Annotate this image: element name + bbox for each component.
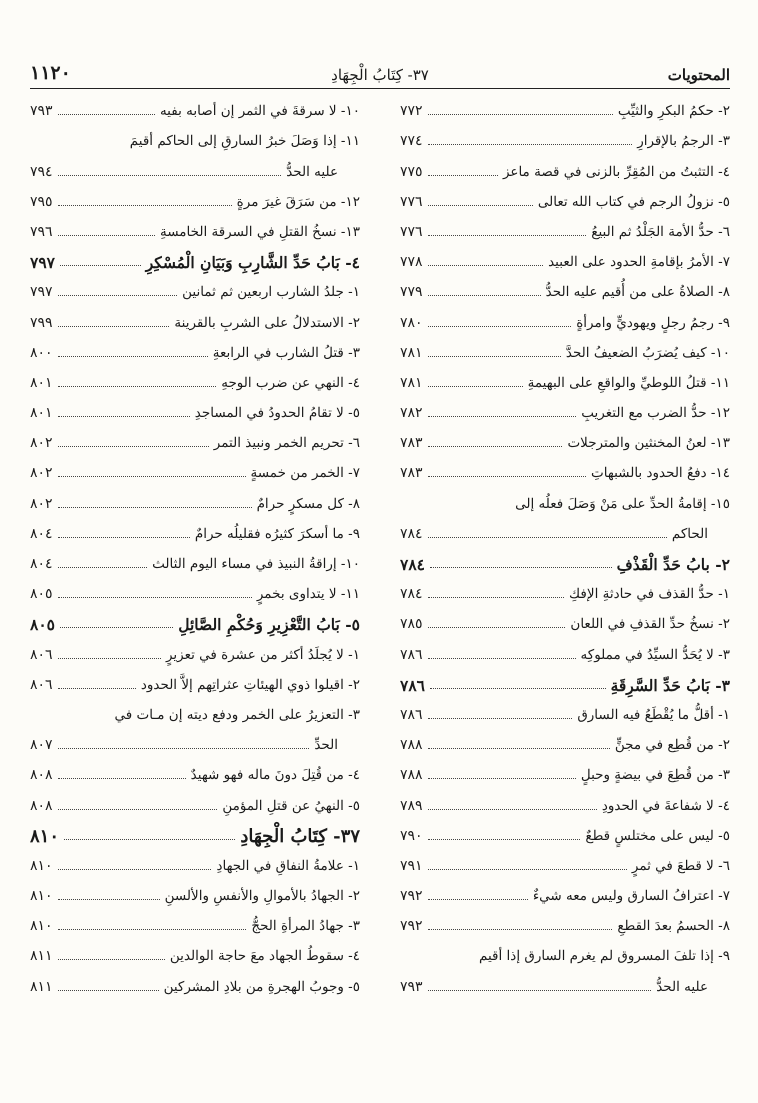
- dot-leader: [58, 929, 247, 930]
- dot-leader: [428, 597, 564, 598]
- toc-entry-title: ٦- حدُّ الأمة الجَلْدُ ثم البيعُ: [591, 223, 730, 240]
- toc-entry-page: ٨٠٠: [30, 344, 53, 361]
- toc-entry-title: ٩- رجمُ رجلٍ ويهوديٍّ وامرأةٍ: [576, 314, 730, 331]
- toc-entry: [30, 211, 360, 241]
- dot-leader: [58, 597, 252, 598]
- toc-entry: [400, 271, 730, 301]
- toc-book-heading: [30, 815, 360, 845]
- running-section-title: المحتويات: [667, 66, 730, 84]
- dot-leader: [58, 326, 170, 327]
- dot-leader: [428, 446, 563, 447]
- toc-entry-page: ٧٧٦: [400, 223, 423, 240]
- dot-leader: [58, 114, 155, 115]
- toc-entry-title: ٤- من قُتِلَ دونَ ماله فهو شهيدٌ: [190, 767, 360, 784]
- toc-entry: [30, 754, 360, 784]
- toc-entry: [30, 181, 360, 211]
- toc-entry-title: ٥- النهيُ عن قتلِ المؤمنِ: [222, 797, 360, 814]
- toc-entry: [30, 935, 360, 965]
- toc-entry: [30, 513, 360, 543]
- toc-entry-page: ٧٩٦: [30, 223, 53, 240]
- toc-entry-title: ١- لا يُجلَدُ أكثر من عشرة في تعزيرٍ: [165, 646, 360, 663]
- toc-entry: [400, 120, 730, 150]
- toc-entry: [30, 332, 360, 362]
- toc-entry-title: ١٤- دفعُ الحدود بالشبهاتِ: [591, 465, 730, 482]
- toc-entry: [30, 362, 360, 392]
- dot-leader: [428, 929, 613, 930]
- toc-entry-title: ٣- من قُطِعَ في بيضةٍ وحبلٍ: [580, 767, 730, 784]
- toc-entry: [30, 845, 360, 875]
- toc-entry: [400, 422, 730, 452]
- toc-entry-title: ٨- كل مسكرٍ حرامٌ: [256, 495, 360, 512]
- dot-leader: [58, 990, 159, 991]
- toc-entry-title: ٢- حكمُ البكرِ والثيِّبِ: [617, 103, 730, 120]
- toc-entry-title: ٩- ما أسكرَ كثيرُه فقليلُه حرامٌ: [194, 525, 360, 542]
- toc-entry-title: ١- علامةُ النفاقِ في الجهادِ: [216, 857, 360, 874]
- dot-leader: [58, 959, 165, 960]
- toc-entry-page: ٧٨٤: [400, 555, 425, 574]
- page-header: [30, 52, 730, 89]
- toc-entry-title: ٥- ليس على مختلسٍ قطعٌ: [585, 827, 730, 844]
- toc-entry-page: ٧٧٩: [400, 284, 423, 301]
- toc-entry-title: ٦- لا قطعَ في ثمرٍ: [631, 857, 730, 874]
- toc-entry-title: ٢- من قُطِع في مجنٍّ: [614, 737, 730, 754]
- toc-chapter-heading: [400, 543, 730, 573]
- toc-entry-page: ٧٨٨: [400, 767, 423, 784]
- toc-entry-title: ٣- بَابُ حَدِّ السَّرِقَةِ: [610, 675, 730, 695]
- toc-entry-title: ١٢- من سَرَقَ غيرَ مرةٍ: [236, 193, 360, 210]
- toc-entry: [400, 181, 730, 211]
- toc-entry: [400, 90, 730, 120]
- toc-entry: [400, 482, 730, 512]
- dot-leader: [428, 205, 533, 206]
- toc-entry-title: ١- جلدُ الشارب اربعين ثم ثمانين: [182, 284, 360, 301]
- toc-entry-page: ٨٠٧: [30, 737, 53, 754]
- toc-entry: [400, 845, 730, 875]
- toc-entry-title: ٣- الرجمُ بالإقرارِ: [637, 133, 730, 150]
- dot-leader: [428, 809, 597, 810]
- toc-entry-page: ٧٩٢: [400, 888, 423, 905]
- toc-entry-title: ٣٧- كِتَابُ الْجِهَادِ: [240, 825, 360, 847]
- toc-entry-title: ٤- النهي عن ضرب الوجهِ: [221, 374, 360, 391]
- toc-entry-title: ١٠- لا سرقةَ في الثمر إن أصابه بفيه: [159, 103, 360, 120]
- toc-entry: [400, 633, 730, 663]
- dot-leader: [428, 356, 561, 357]
- toc-entry-page: ٨٠٥: [30, 586, 53, 603]
- toc-entry-page: ٨٠٨: [30, 797, 53, 814]
- dot-leader: [58, 295, 178, 296]
- toc-entry: [30, 422, 360, 452]
- toc-entry-title: ٤- بَابُ حَدِّ الشَّارِبِ وَبَيَانِ الْمُسْكِرِ: [145, 253, 360, 273]
- toc-entry: [400, 815, 730, 845]
- dot-leader: [428, 658, 576, 659]
- toc-entry: [30, 90, 360, 120]
- toc-chapter-heading: [400, 664, 730, 694]
- dot-leader: [58, 205, 232, 206]
- toc-entry: [400, 905, 730, 935]
- toc-entry-title: ٦- تحريم الخمر ونبيذ التمر: [213, 435, 360, 452]
- toc-entry: [400, 935, 730, 965]
- dot-leader: [428, 748, 610, 749]
- toc-entry: [30, 905, 360, 935]
- dot-leader: [428, 537, 667, 538]
- toc-entry-title: ٨- الحسمُ بعدَ القطعِ: [617, 918, 730, 935]
- toc-entry-page: ٨٠١: [30, 374, 53, 391]
- toc-chapter-heading: [30, 241, 360, 271]
- dot-leader: [58, 778, 186, 779]
- dot-leader: [58, 688, 136, 689]
- dot-leader: [58, 899, 160, 900]
- toc-entry-title: ٥- وجوبُ الهجرةِ من بلادِ المشركين: [163, 978, 360, 995]
- toc-entry-page: ٨١١: [30, 948, 53, 965]
- dot-leader: [428, 175, 498, 176]
- toc-entry: [400, 603, 730, 633]
- dot-leader: [58, 567, 148, 568]
- dot-leader: [428, 144, 633, 145]
- toc-entry-page: ٨٠٢: [30, 465, 53, 482]
- toc-entry-title: ٥- نزولُ الرجم في كتاب الله تعالى: [537, 193, 730, 210]
- toc-entry-page: ٧٩٧: [30, 253, 55, 273]
- toc-entry-page: ٨٠٦: [30, 646, 53, 663]
- toc-entry-title: ١٠- كيف يُضرَبُ الضعيفُ الحدَّ: [565, 344, 730, 361]
- toc-entry-page: ٧٨٩: [400, 797, 423, 814]
- dot-leader: [428, 416, 577, 417]
- dot-leader: [428, 899, 528, 900]
- dot-leader: [58, 175, 282, 176]
- dot-leader: [58, 507, 252, 508]
- toc-entry: [30, 875, 360, 905]
- page-number: ١١٢٠: [30, 62, 71, 84]
- toc-entry-page: ٧٩٥: [30, 193, 53, 210]
- toc-entry: [400, 513, 730, 543]
- dot-leader: [58, 386, 217, 387]
- dot-leader: [64, 839, 235, 840]
- toc-entry-page: ٨١٠: [30, 825, 60, 847]
- dot-leader: [428, 627, 566, 628]
- toc-entry: [30, 482, 360, 512]
- toc-entry-page: ٧٩٣: [30, 103, 53, 120]
- toc-entry-page: ٧٨٥: [400, 616, 423, 633]
- toc-entry: [30, 150, 360, 180]
- toc-entry: [400, 241, 730, 271]
- toc-entry-page: ٨٠٥: [30, 615, 55, 635]
- toc-entry-page: ٨٠٢: [30, 435, 53, 452]
- toc-entry-page: ٧٩٤: [30, 163, 53, 180]
- toc-entry-page: ٧٩٧: [30, 284, 53, 301]
- toc-entry-page: ٧٨٤: [400, 586, 423, 603]
- dot-leader: [428, 990, 652, 991]
- toc-entry: [400, 211, 730, 241]
- toc-entry-page: ٧٨٢: [400, 405, 423, 422]
- toc-entry-title: ٨- الصلاةُ على من أُقيم عليه الحدُّ: [545, 284, 730, 301]
- toc-entry-title: ٧- الخمر من خمسةٍ: [250, 465, 360, 482]
- dot-leader: [428, 235, 587, 236]
- toc-entry-page: ٨٠٨: [30, 767, 53, 784]
- dot-leader: [60, 627, 173, 628]
- toc-entry-title: ١- حدُّ القذف في حادثةِ الإفكِ: [569, 586, 730, 603]
- toc-entry-page: ٧٧٢: [400, 103, 423, 120]
- dot-leader: [428, 476, 586, 477]
- toc-entry: [30, 301, 360, 331]
- dot-leader: [428, 326, 572, 327]
- toc-entry-title: ٧- الأمرُ بإقامةِ الحدود على العبيد: [548, 254, 730, 271]
- toc-entry-page: ٧٩٩: [30, 314, 53, 331]
- toc-entry-page: ٧٧٤: [400, 133, 423, 150]
- dot-leader: [428, 718, 573, 719]
- dot-leader: [58, 416, 190, 417]
- toc-entry-title: ٢- بابُ حَدِّ الْقَذْفِ: [616, 555, 730, 574]
- toc-entry: [30, 543, 360, 573]
- toc-entry: [400, 875, 730, 905]
- toc-entry-title: ٥- بَابُ التَّعْزِيرِ وَحُكْمِ الصَّائِلِ: [178, 615, 360, 635]
- toc-entry-title: ٧- اعترافُ السارق وليس معه شيءٌ: [532, 888, 730, 905]
- dot-leader: [428, 778, 576, 779]
- toc-entry: [400, 784, 730, 814]
- dot-leader: [430, 688, 606, 689]
- dot-leader: [58, 235, 155, 236]
- toc-entry-page: ٨٠٤: [30, 556, 53, 572]
- toc-entry-page: ٨١١: [30, 978, 53, 995]
- toc-entry-page: ٧٧٥: [400, 163, 423, 180]
- toc-entry: [30, 724, 360, 754]
- dot-leader: [58, 356, 208, 357]
- toc-entry-page: ٧٨٦: [400, 706, 423, 723]
- toc-entry-title: ٢- نسخُ حدِّ القذفِ في اللعان: [570, 616, 730, 633]
- toc-entry-title: ٣- قتلُ الشارب في الرابعةِ: [212, 344, 360, 361]
- toc-entry: [400, 694, 730, 724]
- toc-entry-page: ٧٨٣: [400, 465, 423, 482]
- toc-entry: [400, 392, 730, 422]
- toc-entry: [400, 332, 730, 362]
- toc-entry: [400, 452, 730, 482]
- toc-entry: [30, 573, 360, 603]
- toc-entry: [400, 362, 730, 392]
- toc-entry: [400, 150, 730, 180]
- toc-entry: [400, 573, 730, 603]
- toc-entry-title: ٣- لا يُحَدُّ السيِّدُ في مملوكِه: [580, 646, 730, 663]
- toc-entry-title: ١- أقلُّ ما يُقْطَعُ فيه السارق: [577, 706, 730, 723]
- toc-entry-title: ٢- اقيلوا ذوي الهيئاتِ عثراتِهم إلاَّ الحدود: [140, 676, 360, 693]
- toc-entry: [30, 633, 360, 663]
- toc-entry: [30, 784, 360, 814]
- dot-leader: [428, 265, 544, 266]
- toc-entry-page: ٧٨٦: [400, 675, 425, 695]
- toc-entry-title: عليه الحدُّ: [286, 163, 338, 180]
- toc-entry: [30, 965, 360, 995]
- dot-leader: [430, 567, 612, 568]
- dot-leader: [428, 869, 627, 870]
- toc-entry-title: ١٣- نسخُ القتلِ في السرقة الخامسةِ: [160, 223, 360, 240]
- toc-entry-title: عليه الحدُّ: [656, 978, 708, 995]
- toc-entry-page: ٧٨٤: [400, 525, 423, 542]
- toc-entry-page: ٧٩٢: [400, 918, 423, 935]
- dot-leader: [58, 869, 212, 870]
- toc-entry-page: ٧٩٣: [400, 978, 423, 995]
- dot-leader: [428, 386, 523, 387]
- toc-entry-title: ٩- إذا تلفَ المسروق لم يغرم السارق إذا أقيم: [479, 948, 730, 965]
- toc-entry-page: ٨٠٦: [30, 676, 53, 693]
- toc-entry-title: ٤- سقوطُ الجهاد معَ حاجة الوالدين: [169, 948, 360, 965]
- toc-entry-page: ٨١٠: [30, 857, 53, 874]
- toc-entry-title: ١٢- حدُّ الضرب مع التغريبِ: [581, 405, 730, 422]
- toc-entry-page: ٨١٠: [30, 888, 53, 905]
- toc-chapter-heading: [30, 603, 360, 633]
- toc-entry-title: ١٣- لعنُ المخنثين والمترجلات: [567, 435, 730, 452]
- toc-entry-page: ٧٨٨: [400, 737, 423, 754]
- toc-entry: [30, 120, 360, 150]
- toc-entry: [400, 965, 730, 995]
- toc-entry-page: ٧٨١: [400, 374, 423, 391]
- toc-entry: [30, 664, 360, 694]
- dot-leader: [58, 658, 161, 659]
- toc-entry-page: ٨٠٢: [30, 495, 53, 512]
- toc-entry-title: ٢- الجهادُ بالأموالِ والأنفسِ والألسنِ: [164, 888, 360, 905]
- toc-entry-page: ٧٩١: [400, 857, 423, 874]
- toc-entry-page: ٧٧٦: [400, 193, 423, 210]
- toc-entry-title: ١١- لا يتداوى بخمرٍ: [256, 586, 360, 603]
- toc-entry-title: ١١- قتلُ اللوطيِّ والواقعِ على البهيمةِ: [527, 374, 730, 391]
- dot-leader: [58, 809, 218, 810]
- toc-entry: [400, 301, 730, 331]
- toc-entry: [30, 392, 360, 422]
- toc-entry-page: ٧٧٨: [400, 254, 423, 271]
- dot-leader: [428, 839, 581, 840]
- toc-entry: [400, 754, 730, 784]
- toc-entry: [400, 724, 730, 754]
- toc-entry-title: ٤- لا شفاعةَ في الحدودِ: [601, 797, 730, 814]
- dot-leader: [60, 265, 141, 266]
- dot-leader: [58, 446, 209, 447]
- dot-leader: [428, 114, 613, 115]
- dot-leader: [58, 748, 310, 749]
- toc-entry-page: ٧٨٠: [400, 314, 423, 331]
- toc-entry-title: ٥- لا تقامُ الحدودُ في المساجدِ: [194, 405, 360, 422]
- toc-entry-title: ١٠- إراقةُ النبيذ في مساء اليوم الثالث: [152, 556, 360, 572]
- toc-entry-page: ٧٨١: [400, 344, 423, 361]
- toc-entry-page: ٨٠١: [30, 405, 53, 422]
- toc-entry-page: ٧٩٠: [400, 827, 423, 844]
- toc-entry-title: ٣- جهادُ المرأةِ الحجُّ: [251, 918, 360, 935]
- toc-entry-page: ٧٨٣: [400, 435, 423, 452]
- toc-entry: [30, 694, 360, 724]
- toc-entry-page: ٧٨٦: [400, 646, 423, 663]
- toc-entry-title: الحدِّ: [314, 737, 338, 754]
- toc-left-column: [30, 90, 360, 1083]
- toc-entry-title: ٣- التعزيرُ على الخمر ودفع ديته إن مـات في: [114, 706, 360, 723]
- toc-entry-title: ١١- إذا وَصَلَ خبرُ السارقِ إلى الحاكم أقيمَ: [129, 133, 360, 150]
- toc-entry: [30, 271, 360, 301]
- dot-leader: [428, 295, 541, 296]
- toc-entry-title: الحاكم: [671, 525, 708, 542]
- dot-leader: [58, 537, 190, 538]
- toc-entry-page: ٨١٠: [30, 918, 53, 935]
- toc-columns: [30, 90, 730, 1083]
- dot-leader: [58, 476, 246, 477]
- running-chapter-title: ٣٧- كِتَابُ الْجِهَادِ: [331, 66, 429, 84]
- toc-entry-page: ٨٠٤: [30, 525, 53, 542]
- toc-entry-title: ٤- التثبتُ من المُقِرِّ بالزنى في قصة ماعز: [502, 163, 730, 180]
- toc-entry: [30, 452, 360, 482]
- toc-entry-title: ١٥- إقامةُ الحدِّ على مَنْ وَصَلَ فعلُه إلى: [515, 495, 730, 512]
- toc-entry-title: ٢- الاستدلالُ على الشربِ بالقرينة: [174, 314, 360, 331]
- toc-right-column: [400, 90, 730, 1083]
